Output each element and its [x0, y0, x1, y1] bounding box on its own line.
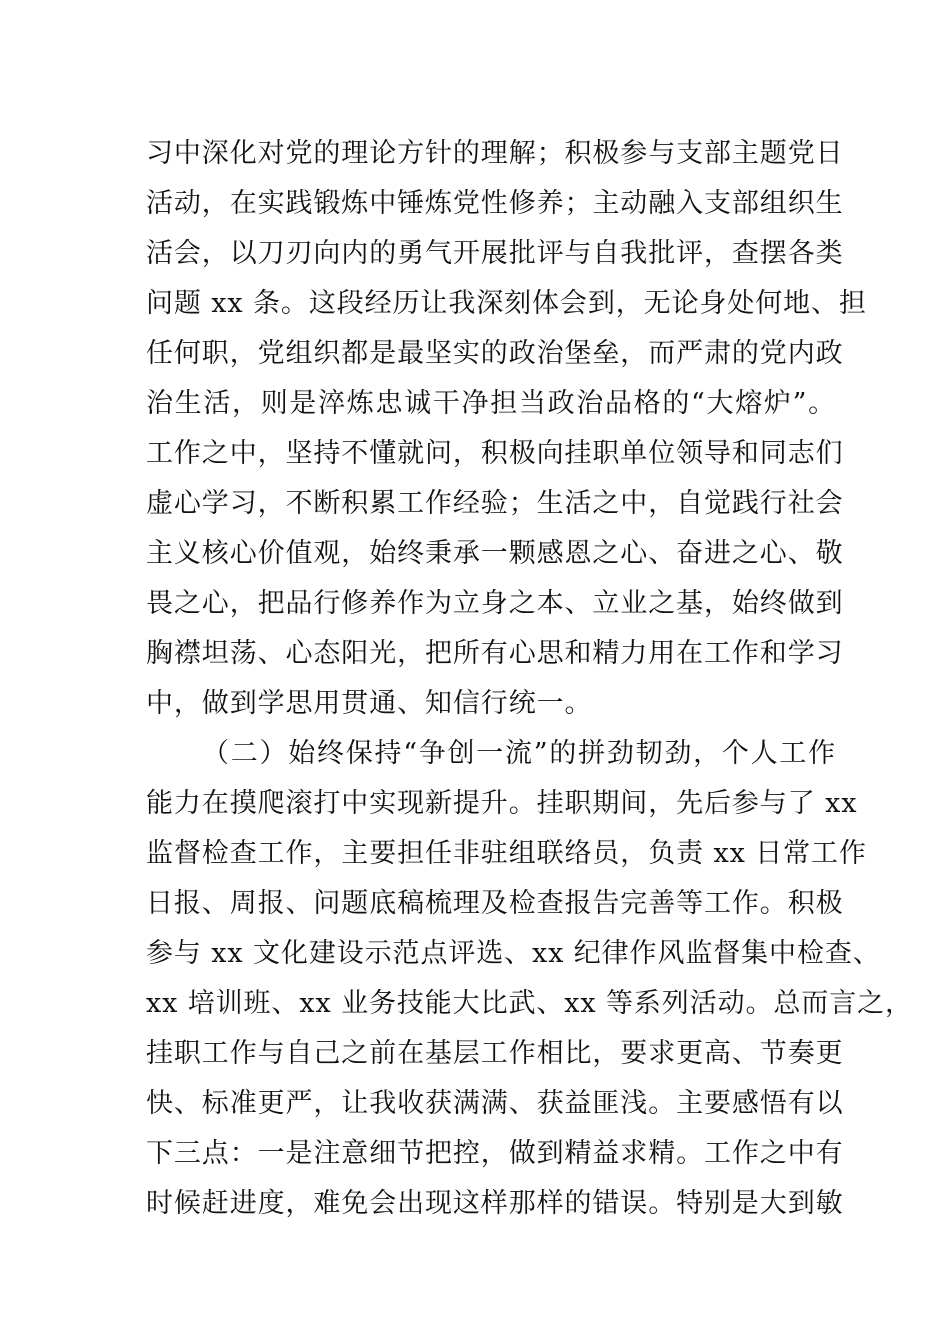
body-text-line: 工作之中，坚持不懂就问，积极向挂职单位领导和同志们 — [146, 438, 844, 469]
section-heading-line: （二）始终保持“争创一流”的拼劲韧劲，个人工作 — [202, 738, 836, 769]
body-text-line: 参与 xx 文化建设示范点评选、xx 纪律作风监督集中检查、 — [146, 938, 881, 969]
body-text-line: 畏之心，把品行修养作为立身之本、立业之基，始终做到 — [146, 588, 844, 619]
body-text-line: 下三点：一是注意细节把控，做到精益求精。工作之中有 — [146, 1138, 844, 1169]
body-text-line: 任何职，党组织都是最坚实的政治堡垒，而严肃的党内政 — [146, 338, 844, 369]
body-text-line: 挂职工作与自己之前在基层工作相比，要求更高、节奏更 — [146, 1038, 844, 1069]
body-text-line: 主义核心价值观，始终秉承一颗感恩之心、奋进之心、敬 — [146, 538, 844, 569]
body-text-line: 活会，以刀刃向内的勇气开展批评与自我批评，查摆各类 — [146, 238, 844, 269]
body-text-line: 时候赶进度，难免会出现这样那样的错误。特别是大到敏 — [146, 1188, 844, 1219]
body-text-line: 治生活，则是淬炼忠诚干净担当政治品格的“大熔炉”。 — [146, 388, 836, 419]
body-text-line: xx 培训班、xx 业务技能大比武、xx 等系列活动。总而言之， — [146, 988, 913, 1019]
body-text-line: 虚心学习，不断积累工作经验；生活之中，自觉践行社会 — [146, 488, 844, 519]
body-text-line: 日报、周报、问题底稿梳理及检查报告完善等工作。积极 — [146, 888, 844, 919]
body-text-line: 问题 xx 条。这段经历让我深刻体会到，无论身处何地、担 — [146, 288, 867, 319]
body-text-line: 监督检查工作，主要担任非驻组联络员，负责 xx 日常工作 — [146, 838, 867, 869]
body-text-line: 快、标准更严，让我收获满满、获益匪浅。主要感悟有以 — [146, 1088, 844, 1119]
body-text-line: 习中深化对党的理论方针的理解；积极参与支部主题党日 — [146, 138, 844, 169]
body-text-line: 活动，在实践锻炼中锤炼党性修养；主动融入支部组织生 — [146, 188, 844, 219]
paragraph-end-line: 中，做到学思用贯通、知信行统一。 — [146, 688, 593, 719]
body-text-line: 能力在摸爬滚打中实现新提升。挂职期间，先后参与了 xx — [146, 788, 858, 819]
body-text-line: 胸襟坦荡、心态阳光，把所有心思和精力用在工作和学习 — [146, 638, 844, 669]
